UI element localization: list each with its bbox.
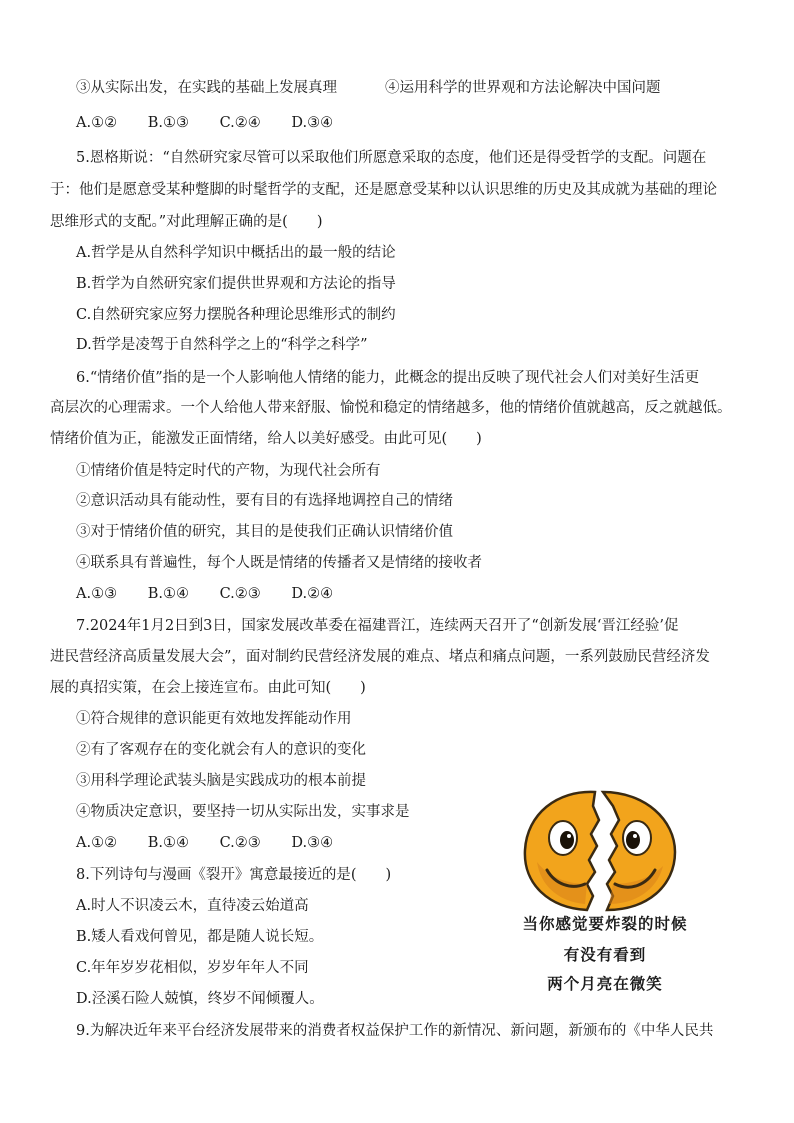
- comic-caption-line-2: 有没有看到: [563, 946, 647, 964]
- q8-option-d: D.泾溪石险人兢慎，终岁不闻倾覆人。: [76, 991, 324, 1007]
- q8-option-c: C.年年岁岁花相似，岁岁年年人不同: [76, 960, 309, 976]
- q5-option-b: B.哲学为自然研究家们提供世界观和方法论的指导: [76, 276, 396, 292]
- choice-d: D.③④: [291, 835, 334, 851]
- q4-statement-4: ④运用科学的世界观和方法论解决中国问题: [385, 80, 661, 96]
- q8-stem: 8.下列诗句与漫画《裂开》寓意最接近的是( ): [76, 867, 392, 883]
- choice-c: C.②③: [219, 835, 261, 851]
- choice-c: C.②④: [219, 115, 261, 131]
- choice-a: A.①②: [76, 115, 118, 131]
- comic-caption-line-3: 两个月亮在微笑: [547, 975, 663, 993]
- q4-choices: [76, 113, 333, 133]
- choice-d: D.③④: [291, 115, 334, 131]
- q6-choices: [76, 584, 333, 604]
- choice-d: D.②④: [291, 586, 334, 602]
- q7-statement-1: ①符合规律的意识能更有效地发挥能动作用: [76, 711, 352, 727]
- q9-stem-line-1: 9.为解决近年来平台经济发展带来的消费者权益保护工作的新情况、新问题，新颁布的《中华人民共: [76, 1023, 714, 1039]
- q6-statement-1: ①情绪价值是特定时代的产物，为现代社会所有: [76, 463, 381, 479]
- q5-stem-line-1: 5.恩格斯说：“自然研究家尽管可以采取他们所愿意采取的态度，他们还是得受哲学的支配。问题在: [76, 150, 707, 166]
- q6-stem-line-1: 6.“情绪价值”指的是一个人影响他人情绪的能力，此概念的提出反映了现代社会人们对美好生活更: [76, 370, 700, 386]
- q5-option-a: A.哲学是从自然科学知识中概括出的最一般的结论: [76, 245, 396, 261]
- choice-b: B.①③: [147, 115, 189, 131]
- q7-statement-3: ③用科学理论武装头脑是实践成功的根本前提: [76, 773, 366, 789]
- q7-stem-line-1: 7.2024年1月2日到3日，国家发展改革委在福建晋江，连续两天召开了“创新发展‘晋江经验’促: [76, 618, 679, 634]
- q7-stem-line-2: 进民营经济高质量发展大会”，面对制约民营经济发展的难点、堵点和痛点问题，一系列鼓励民营经济发: [50, 649, 710, 665]
- q7-choices: [76, 833, 333, 853]
- q6-statement-3: ③对于情绪价值的研究，其目的是使我们正确认识情绪价值: [76, 524, 453, 540]
- choice-b: B.①④: [147, 586, 189, 602]
- right-eye-icon: [623, 821, 651, 855]
- cracked-face-comic: [497, 780, 709, 920]
- q6-statement-4: ④联系具有普遍性，每个人既是情绪的传播者又是情绪的接收者: [76, 555, 482, 571]
- q4-statement-3: ③从实际出发，在实践的基础上发展真理: [76, 80, 337, 96]
- q5-option-d: D.哲学是凌驾于自然科学之上的“科学之科学”: [76, 337, 368, 353]
- q8-option-b: B.矮人看戏何曾见，都是随人说长短。: [76, 929, 324, 945]
- q5-stem-line-2: 于：他们是愿意受某种蹩脚的时髦哲学的支配，还是愿意受某种以认识思维的历史及其成就为基础的理论: [50, 182, 717, 198]
- q6-stem-line-2: 高层次的心理需求。一个人给他人带来舒服、愉悦和稳定的情绪越多，他的情绪价值就越高，反之就越低。: [50, 400, 732, 416]
- choice-a: A.①②: [76, 835, 118, 851]
- comic-caption-line-1: 当你感觉要炸裂的时候: [522, 915, 688, 933]
- q5-option-c: C.自然研究家应努力摆脱各种理论思维形式的制约: [76, 307, 396, 323]
- q7-stem-line-3: 展的真招实策，在会上接连宣布。由此可知( ): [50, 680, 366, 696]
- q5-stem-line-3: 思维形式的支配。”对此理解正确的是( ): [50, 214, 323, 230]
- q6-statement-2: ②意识活动具有能动性，要有目的有选择地调控自己的情绪: [76, 493, 453, 509]
- q7-statement-2: ②有了客观存在的变化就会有人的意识的变化: [76, 742, 366, 758]
- q8-option-a: A.时人不识凌云木，直待凌云始道高: [76, 898, 309, 914]
- q6-stem-line-3: 情绪价值为正，能激发正面情绪，给人以美好感受。由此可见( ): [50, 431, 482, 447]
- left-eye-icon: [549, 821, 577, 855]
- q7-statement-4: ④物质决定意识，要坚持一切从实际出发，实事求是: [76, 804, 410, 820]
- choice-a: A.①③: [76, 586, 118, 602]
- choice-c: C.②③: [219, 586, 261, 602]
- choice-b: B.①④: [147, 835, 189, 851]
